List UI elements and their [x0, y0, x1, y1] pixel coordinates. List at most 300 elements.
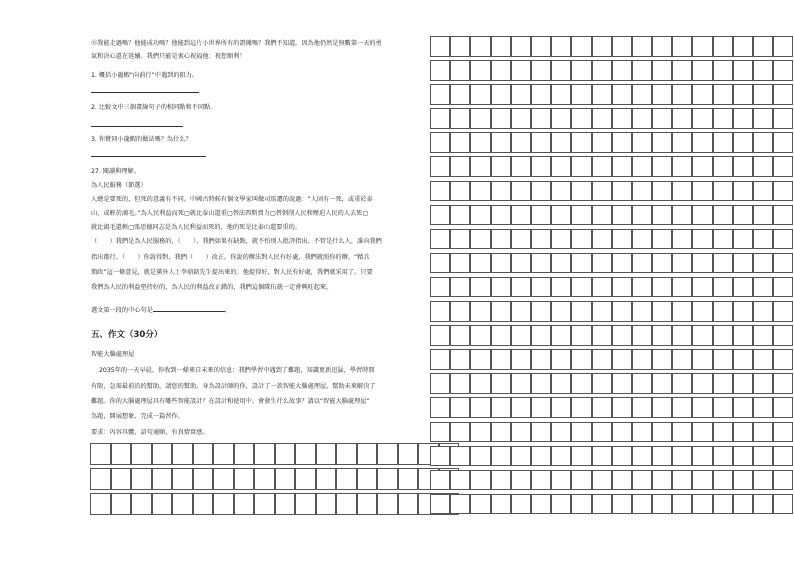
grid-cell[interactable] [672, 397, 692, 418]
grid-cell[interactable] [450, 253, 470, 274]
grid-cell[interactable] [571, 373, 591, 394]
grid-cell[interactable] [592, 277, 612, 298]
grid-cell[interactable] [773, 301, 793, 322]
grid-cell[interactable] [733, 132, 753, 153]
grid-cell[interactable] [733, 349, 753, 370]
grid-cell[interactable] [90, 443, 111, 465]
grid-cell[interactable] [632, 253, 652, 274]
grid-cell[interactable] [692, 229, 712, 250]
grid-cell[interactable] [652, 229, 672, 250]
grid-cell[interactable] [336, 493, 357, 515]
grid-cell[interactable] [713, 253, 733, 274]
grid-cell[interactable] [450, 373, 470, 394]
grid-cell[interactable] [632, 84, 652, 105]
grid-cell[interactable] [612, 397, 632, 418]
grid-cell[interactable] [213, 493, 234, 515]
grid-cell[interactable] [491, 325, 511, 346]
grid-cell[interactable] [511, 277, 531, 298]
grid-cell[interactable] [692, 373, 712, 394]
grid-cell[interactable] [131, 493, 152, 515]
grid-cell[interactable] [733, 229, 753, 250]
grid-cell[interactable] [652, 373, 672, 394]
grid-cell[interactable] [652, 108, 672, 129]
grid-cell[interactable] [612, 494, 632, 515]
grid-cell[interactable] [470, 422, 490, 443]
grid-cell[interactable] [111, 468, 132, 490]
grid-cell[interactable] [571, 108, 591, 129]
grid-cell[interactable] [632, 132, 652, 153]
writing-grid-right[interactable] [430, 36, 794, 514]
grid-cell[interactable] [450, 36, 470, 57]
grid-cell[interactable] [450, 349, 470, 370]
grid-cell[interactable] [491, 36, 511, 57]
grid-cell[interactable] [592, 397, 612, 418]
grid-cell[interactable] [511, 36, 531, 57]
grid-cell[interactable] [692, 108, 712, 129]
grid-cell[interactable] [531, 156, 551, 177]
grid-cell[interactable] [450, 84, 470, 105]
grid-cell[interactable] [652, 277, 672, 298]
grid-cell[interactable] [90, 468, 111, 490]
grid-cell[interactable] [672, 205, 692, 226]
grid-cell[interactable] [692, 205, 712, 226]
grid-cell[interactable] [551, 277, 571, 298]
grid-cell[interactable] [571, 446, 591, 467]
grid-cell[interactable] [753, 446, 773, 467]
grid-cell[interactable] [773, 229, 793, 250]
grid-cell[interactable] [753, 84, 773, 105]
grid-cell[interactable] [234, 468, 255, 490]
grid-cell[interactable] [652, 301, 672, 322]
grid-cell[interactable] [773, 205, 793, 226]
grid-cell[interactable] [111, 493, 132, 515]
answer-line[interactable] [91, 120, 183, 131]
grid-cell[interactable] [632, 349, 652, 370]
grid-cell[interactable] [377, 468, 398, 490]
grid-cell[interactable] [430, 349, 450, 370]
grid-cell[interactable] [571, 325, 591, 346]
grid-cell[interactable] [571, 494, 591, 515]
grid-cell[interactable] [713, 60, 733, 81]
grid-cell[interactable] [773, 325, 793, 346]
grid-cell[interactable] [612, 84, 632, 105]
answer-line[interactable] [91, 86, 199, 97]
grid-cell[interactable] [213, 468, 234, 490]
grid-cell[interactable] [131, 468, 152, 490]
grid-cell[interactable] [713, 349, 733, 370]
grid-cell[interactable] [652, 253, 672, 274]
grid-cell[interactable] [773, 253, 793, 274]
grid-cell[interactable] [551, 229, 571, 250]
grid-cell[interactable] [652, 422, 672, 443]
grid-cell[interactable] [470, 494, 490, 515]
grid-cell[interactable] [713, 301, 733, 322]
grid-cell[interactable] [152, 443, 173, 465]
grid-cell[interactable] [592, 60, 612, 81]
grid-cell[interactable] [753, 253, 773, 274]
grid-cell[interactable] [491, 301, 511, 322]
grid-cell[interactable] [612, 108, 632, 129]
grid-cell[interactable] [511, 229, 531, 250]
grid-cell[interactable] [531, 277, 551, 298]
grid-cell[interactable] [551, 156, 571, 177]
grid-cell[interactable] [672, 229, 692, 250]
grid-cell[interactable] [398, 493, 419, 515]
grid-cell[interactable] [652, 60, 672, 81]
grid-cell[interactable] [632, 205, 652, 226]
grid-cell[interactable] [511, 373, 531, 394]
grid-cell[interactable] [531, 84, 551, 105]
grid-cell[interactable] [692, 60, 712, 81]
grid-cell[interactable] [713, 229, 733, 250]
grid-cell[interactable] [592, 373, 612, 394]
grid-cell[interactable] [430, 397, 450, 418]
grid-cell[interactable] [632, 446, 652, 467]
grid-cell[interactable] [713, 108, 733, 129]
grid-cell[interactable] [254, 443, 275, 465]
grid-cell[interactable] [692, 156, 712, 177]
answer-line[interactable] [91, 150, 206, 161]
grid-cell[interactable] [773, 494, 793, 515]
grid-cell[interactable] [430, 132, 450, 153]
grid-cell[interactable] [450, 108, 470, 129]
grid-cell[interactable] [773, 108, 793, 129]
grid-cell[interactable] [234, 443, 255, 465]
grid-cell[interactable] [773, 397, 793, 418]
grid-cell[interactable] [430, 422, 450, 443]
grid-cell[interactable] [531, 60, 551, 81]
grid-cell[interactable] [430, 205, 450, 226]
grid-cell[interactable] [511, 156, 531, 177]
grid-cell[interactable] [692, 494, 712, 515]
grid-cell[interactable] [551, 108, 571, 129]
grid-cell[interactable] [450, 470, 470, 491]
grid-cell[interactable] [652, 325, 672, 346]
grid-cell[interactable] [753, 132, 773, 153]
grid-cell[interactable] [571, 36, 591, 57]
grid-cell[interactable] [632, 181, 652, 202]
grid-cell[interactable] [450, 301, 470, 322]
grid-cell[interactable] [571, 397, 591, 418]
grid-cell[interactable] [551, 301, 571, 322]
grid-cell[interactable] [592, 205, 612, 226]
grid-cell[interactable] [692, 446, 712, 467]
grid-cell[interactable] [773, 422, 793, 443]
grid-cell[interactable] [612, 470, 632, 491]
grid-cell[interactable] [773, 446, 793, 467]
grid-cell[interactable] [450, 494, 470, 515]
grid-cell[interactable] [571, 181, 591, 202]
grid-cell[interactable] [733, 373, 753, 394]
grid-cell[interactable] [450, 229, 470, 250]
grid-cell[interactable] [511, 301, 531, 322]
grid-cell[interactable] [592, 494, 612, 515]
grid-cell[interactable] [753, 470, 773, 491]
grid-cell[interactable] [753, 181, 773, 202]
grid-cell[interactable] [531, 108, 551, 129]
grid-cell[interactable] [470, 373, 490, 394]
grid-cell[interactable] [531, 181, 551, 202]
grid-cell[interactable] [491, 277, 511, 298]
grid-cell[interactable] [592, 349, 612, 370]
grid-cell[interactable] [753, 36, 773, 57]
grid-cell[interactable] [672, 349, 692, 370]
grid-cell[interactable] [773, 470, 793, 491]
grid-cell[interactable] [491, 494, 511, 515]
grid-cell[interactable] [551, 470, 571, 491]
grid-cell[interactable] [612, 349, 632, 370]
grid-cell[interactable] [773, 132, 793, 153]
grid-cell[interactable] [733, 156, 753, 177]
grid-cell[interactable] [592, 470, 612, 491]
grid-cell[interactable] [632, 494, 652, 515]
grid-cell[interactable] [470, 156, 490, 177]
grid-cell[interactable] [511, 494, 531, 515]
grid-cell[interactable] [652, 132, 672, 153]
grid-cell[interactable] [571, 253, 591, 274]
grid-cell[interactable] [531, 446, 551, 467]
grid-cell[interactable] [491, 156, 511, 177]
grid-cell[interactable] [430, 229, 450, 250]
grid-cell[interactable] [592, 325, 612, 346]
grid-cell[interactable] [491, 349, 511, 370]
grid-cell[interactable] [398, 443, 419, 465]
grid-cell[interactable] [632, 325, 652, 346]
grid-cell[interactable] [275, 468, 296, 490]
grid-cell[interactable] [632, 36, 652, 57]
grid-cell[interactable] [652, 494, 672, 515]
grid-cell[interactable] [692, 325, 712, 346]
grid-cell[interactable] [511, 84, 531, 105]
grid-cell[interactable] [551, 397, 571, 418]
grid-cell[interactable] [551, 132, 571, 153]
grid-cell[interactable] [692, 277, 712, 298]
grid-cell[interactable] [511, 422, 531, 443]
grid-cell[interactable] [357, 443, 378, 465]
grid-cell[interactable] [592, 181, 612, 202]
grid-cell[interactable] [470, 132, 490, 153]
grid-cell[interactable] [612, 132, 632, 153]
grid-cell[interactable] [551, 181, 571, 202]
grid-cell[interactable] [612, 373, 632, 394]
grid-cell[interactable] [234, 493, 255, 515]
grid-cell[interactable] [672, 325, 692, 346]
grid-cell[interactable] [491, 84, 511, 105]
grid-cell[interactable] [652, 397, 672, 418]
grid-cell[interactable] [632, 373, 652, 394]
grid-cell[interactable] [491, 181, 511, 202]
grid-cell[interactable] [511, 205, 531, 226]
grid-cell[interactable] [773, 277, 793, 298]
grid-cell[interactable] [672, 422, 692, 443]
grid-cell[interactable] [773, 60, 793, 81]
grid-cell[interactable] [632, 301, 652, 322]
grid-cell[interactable] [511, 325, 531, 346]
grid-cell[interactable] [511, 397, 531, 418]
grid-cell[interactable] [652, 349, 672, 370]
grid-cell[interactable] [511, 132, 531, 153]
grid-cell[interactable] [672, 181, 692, 202]
grid-cell[interactable] [773, 84, 793, 105]
grid-cell[interactable] [430, 301, 450, 322]
grid-cell[interactable] [254, 468, 275, 490]
grid-cell[interactable] [733, 36, 753, 57]
grid-cell[interactable] [672, 36, 692, 57]
grid-cell[interactable] [592, 301, 612, 322]
grid-cell[interactable] [733, 470, 753, 491]
grid-cell[interactable] [511, 60, 531, 81]
grid-cell[interactable] [713, 132, 733, 153]
grid-cell[interactable] [511, 108, 531, 129]
grid-cell[interactable] [430, 446, 450, 467]
grid-cell[interactable] [152, 493, 173, 515]
grid-cell[interactable] [632, 422, 652, 443]
grid-cell[interactable] [733, 84, 753, 105]
grid-cell[interactable] [733, 277, 753, 298]
grid-cell[interactable] [275, 443, 296, 465]
grid-cell[interactable] [131, 443, 152, 465]
grid-cell[interactable] [491, 446, 511, 467]
grid-cell[interactable] [551, 422, 571, 443]
grid-cell[interactable] [632, 470, 652, 491]
grid-cell[interactable] [672, 84, 692, 105]
grid-cell[interactable] [470, 277, 490, 298]
grid-cell[interactable] [450, 205, 470, 226]
grid-cell[interactable] [773, 373, 793, 394]
grid-cell[interactable] [672, 60, 692, 81]
grid-cell[interactable] [511, 181, 531, 202]
grid-cell[interactable] [90, 493, 111, 515]
grid-cell[interactable] [470, 325, 490, 346]
grid-cell[interactable] [531, 494, 551, 515]
writing-grid-left[interactable] [90, 443, 459, 515]
grid-cell[interactable] [612, 205, 632, 226]
grid-cell[interactable] [672, 108, 692, 129]
grid-cell[interactable] [753, 205, 773, 226]
grid-cell[interactable] [692, 470, 712, 491]
grid-cell[interactable] [551, 205, 571, 226]
grid-cell[interactable] [491, 132, 511, 153]
grid-cell[interactable] [753, 494, 773, 515]
grid-cell[interactable] [491, 205, 511, 226]
grid-cell[interactable] [470, 229, 490, 250]
grid-cell[interactable] [316, 493, 337, 515]
grid-cell[interactable] [733, 253, 753, 274]
grid-cell[interactable] [450, 132, 470, 153]
grid-cell[interactable] [450, 181, 470, 202]
grid-cell[interactable] [571, 229, 591, 250]
grid-cell[interactable] [470, 397, 490, 418]
grid-cell[interactable] [551, 325, 571, 346]
grid-cell[interactable] [713, 277, 733, 298]
grid-cell[interactable] [672, 301, 692, 322]
grid-cell[interactable] [713, 205, 733, 226]
grid-cell[interactable] [295, 468, 316, 490]
grid-cell[interactable] [632, 108, 652, 129]
grid-cell[interactable] [551, 36, 571, 57]
grid-cell[interactable] [753, 397, 773, 418]
answer-line[interactable] [153, 305, 225, 312]
grid-cell[interactable] [592, 132, 612, 153]
grid-cell[interactable] [491, 397, 511, 418]
grid-cell[interactable] [612, 325, 632, 346]
grid-cell[interactable] [430, 84, 450, 105]
grid-cell[interactable] [551, 494, 571, 515]
grid-cell[interactable] [531, 205, 551, 226]
grid-cell[interactable] [733, 301, 753, 322]
grid-cell[interactable] [430, 108, 450, 129]
grid-cell[interactable] [612, 60, 632, 81]
grid-cell[interactable] [612, 253, 632, 274]
grid-cell[interactable] [193, 493, 214, 515]
grid-cell[interactable] [531, 229, 551, 250]
grid-cell[interactable] [551, 253, 571, 274]
grid-cell[interactable] [713, 325, 733, 346]
grid-cell[interactable] [733, 205, 753, 226]
grid-cell[interactable] [275, 493, 296, 515]
grid-cell[interactable] [430, 253, 450, 274]
grid-cell[interactable] [713, 84, 733, 105]
grid-cell[interactable] [450, 397, 470, 418]
grid-cell[interactable] [357, 493, 378, 515]
grid-cell[interactable] [733, 494, 753, 515]
grid-cell[interactable] [692, 36, 712, 57]
grid-cell[interactable] [491, 373, 511, 394]
grid-cell[interactable] [773, 349, 793, 370]
grid-cell[interactable] [531, 349, 551, 370]
grid-cell[interactable] [773, 181, 793, 202]
grid-cell[interactable] [430, 494, 450, 515]
grid-cell[interactable] [336, 443, 357, 465]
grid-cell[interactable] [753, 277, 773, 298]
grid-cell[interactable] [450, 277, 470, 298]
grid-cell[interactable] [773, 36, 793, 57]
grid-cell[interactable] [531, 36, 551, 57]
grid-cell[interactable] [531, 373, 551, 394]
grid-cell[interactable] [172, 468, 193, 490]
grid-cell[interactable] [398, 468, 419, 490]
grid-cell[interactable] [612, 36, 632, 57]
grid-cell[interactable] [470, 349, 490, 370]
grid-cell[interactable] [713, 494, 733, 515]
grid-cell[interactable] [295, 443, 316, 465]
grid-cell[interactable] [713, 422, 733, 443]
grid-cell[interactable] [753, 229, 773, 250]
grid-cell[interactable] [551, 373, 571, 394]
grid-cell[interactable] [652, 84, 672, 105]
grid-cell[interactable] [377, 443, 398, 465]
grid-cell[interactable] [316, 443, 337, 465]
grid-cell[interactable] [733, 397, 753, 418]
grid-cell[interactable] [531, 301, 551, 322]
grid-cell[interactable] [470, 36, 490, 57]
grid-cell[interactable] [571, 84, 591, 105]
grid-cell[interactable] [612, 181, 632, 202]
grid-cell[interactable] [430, 277, 450, 298]
grid-cell[interactable] [531, 132, 551, 153]
grid-cell[interactable] [733, 446, 753, 467]
grid-cell[interactable] [592, 84, 612, 105]
grid-cell[interactable] [571, 277, 591, 298]
grid-cell[interactable] [733, 181, 753, 202]
grid-cell[interactable] [295, 493, 316, 515]
grid-cell[interactable] [632, 60, 652, 81]
grid-cell[interactable] [753, 156, 773, 177]
grid-cell[interactable] [571, 349, 591, 370]
grid-cell[interactable] [450, 325, 470, 346]
grid-cell[interactable] [450, 156, 470, 177]
grid-cell[interactable] [733, 108, 753, 129]
